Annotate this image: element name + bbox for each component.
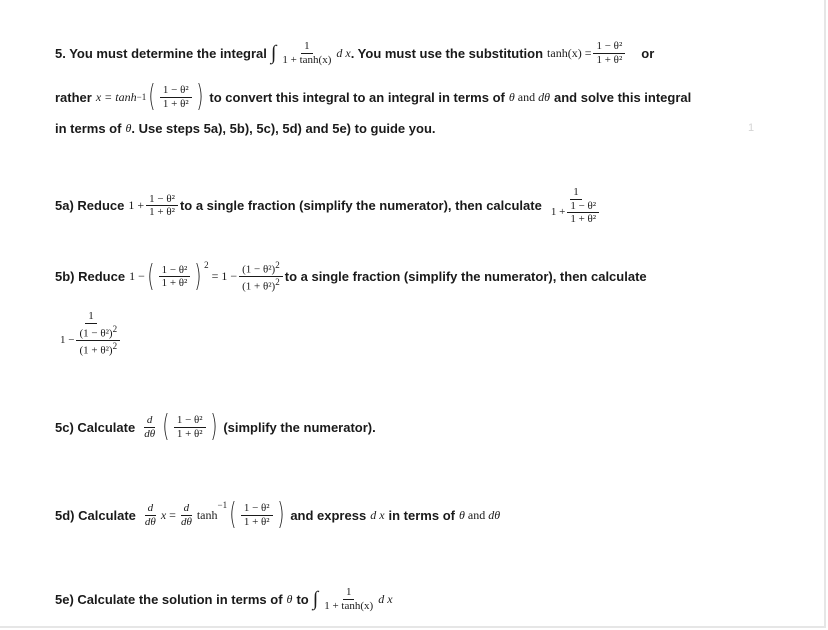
q5b-text: to a single fraction (simplify the numerator), then calculate [284, 269, 647, 285]
q5c-label: 5c) Calculate [55, 419, 136, 435]
inverse-tanh-expression: x = tanh −1 ( $\frac{\text{1 − θ²}}{\text{1 + θ²}}$ ) [95, 79, 204, 114]
q5a-expression: 1 + $\frac{\text{1 − θ²}}{\text{1 + θ²}}$ [128, 193, 180, 219]
q5e-line: 5e) Calculate the solution in terms of θ to ∫ $\frac{1}{1 + \tanh(x)}$ d x [55, 586, 393, 612]
q5b-reciprocal: 1 1 − $\frac{(1 - \theta^2)^2}{(1 + \theta^2)^2}$ [55, 310, 127, 357]
or-text: or [641, 45, 655, 61]
q5c-expression: $\frac{d}{d\theta}$ ( $\frac{\text{1 − θ²}}{\text{1 + θ²}}$ ) [144, 409, 217, 444]
q5b-line [55, 260, 647, 294]
q5d-expression: $\frac{d}{d\theta}$ x = $\frac{d}{d\theta}$ tanh $^{-1}$ ( $\frac{\text{1 − θ²}}{\text{1 + θ²}}$ ) [144, 497, 284, 532]
watermark-mark: 1 [748, 122, 755, 134]
q5d-text-a: and express [290, 507, 367, 523]
q5b-reciprocal-line [55, 310, 127, 357]
q5d-label: 5d) Calculate [55, 507, 136, 523]
q5d-line: 5d) Calculate $\frac{d}{d\theta}$ x = $\frac{d}{d\theta}$ tanh $^{-1}$ ( $\frac{\text{1 − θ²}}{\text{1 + θ²}}$ ) and express d x in terms of θ and dθ [55, 497, 501, 532]
substitution-text: . You must use the substitution [350, 45, 544, 61]
q5e-label: 5e) Calculate the solution in terms of [55, 591, 283, 607]
q5c-text: (simplify the numerator). [223, 419, 376, 435]
integral-expression: ∫ $\frac{1}{1 + \tanh(x)}$ d x [270, 40, 351, 66]
q5e-integral: ∫ $\frac{1}{1 + \tanh(x)}$ d x [312, 586, 393, 612]
q5b-expression: 1 − ( $\frac{\text{1 − θ²}}{\text{1 + θ²}}$ ) $^2$ = 1 − $\frac{(1 - \theta^2)^2}{(1 + \theta^2)^2}$ [129, 260, 285, 294]
q5c-line [55, 409, 376, 444]
guide-text: . Use steps 5a), 5b), 5c), 5d) and 5e) to guide you. [131, 121, 436, 136]
rather-text: rather [55, 89, 92, 105]
q5-line2: rather x = tanh −1 ( $\frac{\text{1 − θ²}}{\text{1 + θ²}}$ ) to convert this integral to an integral in terms of θ and dθ and solve this integral [55, 79, 692, 114]
solve-text: and solve this integral [554, 89, 692, 105]
q5-intro-text: 5. You must determine the integral [55, 45, 267, 61]
tanh-substitution: tanh(x) = $\frac{\text{1 − θ²}}{\text{1 + θ²}}$ [547, 40, 627, 66]
q5-line1 [55, 40, 654, 66]
q5a-line [55, 186, 606, 226]
q5a-text: to a single fraction (simplify the numerator), then calculate [179, 198, 542, 214]
q5a-reciprocal: 1 1 + $\frac{\text{1 − θ²}}{\text{1 + θ²}}$ [546, 186, 606, 226]
q5-line3: in terms of θ . Use steps 5a), 5b), 5c), 5d) and 5e) to guide you. [55, 121, 436, 136]
q5a-label: 5a) Reduce [55, 198, 125, 214]
convert-text: to convert this integral to an integral in terms of [209, 89, 505, 105]
q5b-label: 5b) Reduce [55, 269, 126, 285]
